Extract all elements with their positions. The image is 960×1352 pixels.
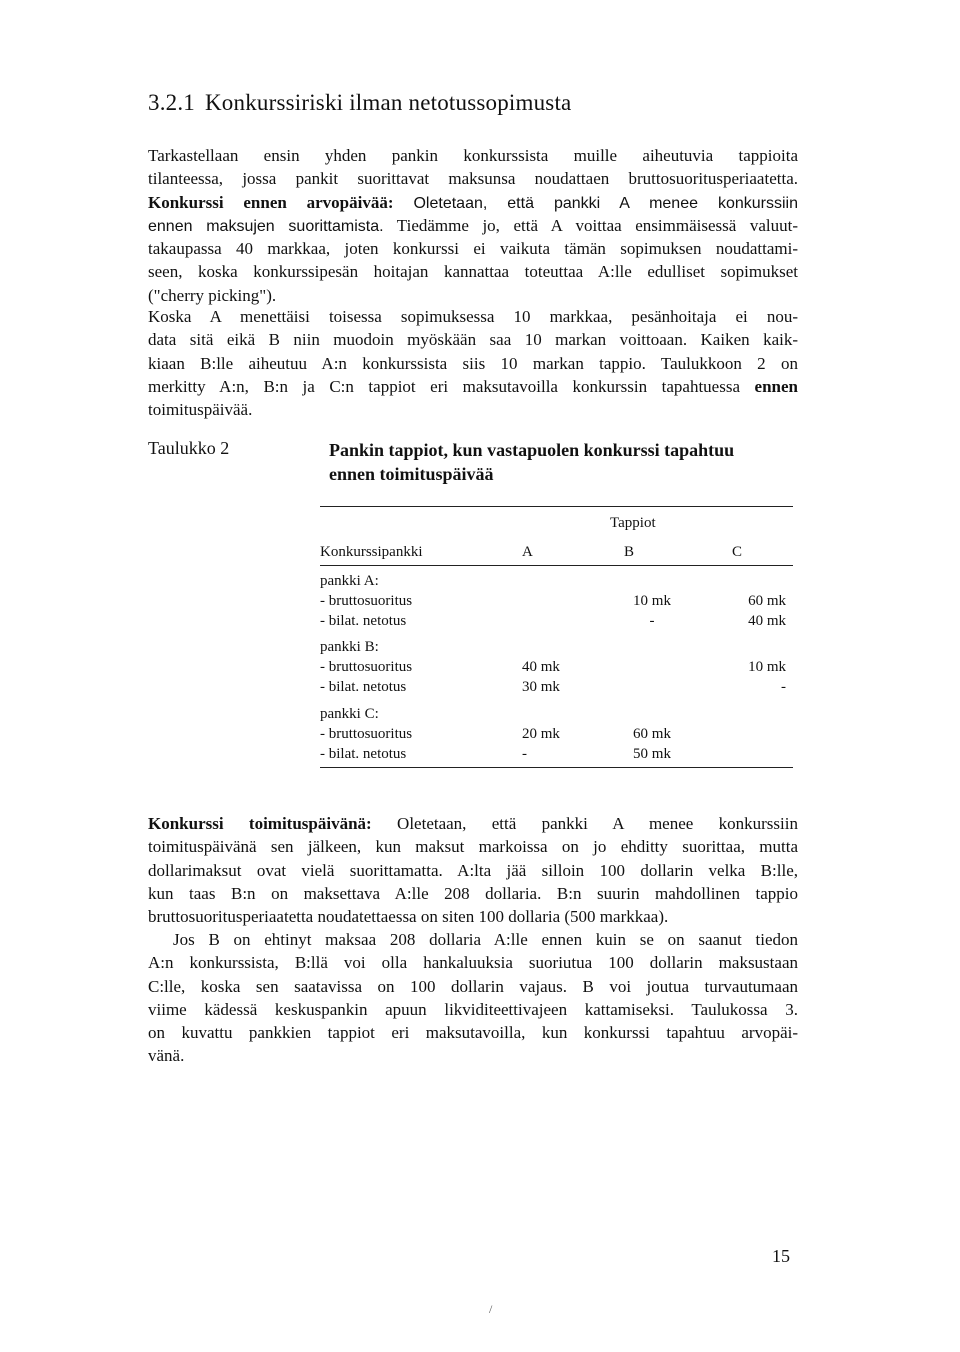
- column-header-c: C: [732, 544, 743, 560]
- cell-a: -: [522, 746, 527, 762]
- paragraph-line: toimituspäivänä sen jälkeen, kun maksut markoissa on jo ehditty suorittaa, mutta: [148, 837, 798, 857]
- cell-a: 40 mk: [522, 659, 560, 675]
- paragraph-line: tilanteessa, jossa pankit suorittavat maksunsa noudattaen bruttosuoritusperiaatetta.: [148, 169, 798, 189]
- paragraph-4: [148, 928, 798, 1068]
- paragraph-line: [148, 375, 798, 398]
- cell-c: 60 mk: [748, 593, 786, 609]
- paragraph-2: [148, 305, 798, 421]
- paragraph-line: [148, 191, 798, 214]
- paragraph-line: [148, 214, 798, 237]
- paragraph-line: C:lle, koska sen saatavissa on 100 dollarin vajaus. B voi joutua turvautumaan: [148, 976, 798, 996]
- paragraph-3: [148, 812, 798, 928]
- page-number: 15: [772, 1246, 790, 1266]
- losses-header: Tappiot: [610, 515, 656, 531]
- paragraph-text: Oletetaan, että pankki A menee konkurssiin: [393, 194, 798, 212]
- cell-b: 10 mk: [633, 593, 671, 609]
- paragraph-line: dollarimaksut ovat vielä suorittamatta. A:lta jää silloin 100 dollarin velka B:lle,: [148, 860, 798, 880]
- group-name: pankki C:: [320, 706, 379, 722]
- paragraph-line: kun taas B:n on maksettava A:lle 208 dollaria. B:n suurin mahdollinen tappio: [148, 883, 798, 903]
- stray-mark: /: [489, 1302, 493, 1316]
- section-number: 3.2.1: [148, 90, 195, 115]
- paragraph-line: bruttosuoritusperiaatetta noudatettaessa on siten 100 dollaria (500 markkaa).: [148, 907, 669, 927]
- paragraph-line: kiaan B:lle aiheutuu A:n konkurssista siis 10 markan tappio. Taulukkoon 2 on: [148, 353, 798, 373]
- paragraph-line: data sitä eikä B niin muodoin myöskään saa 10 markan voittoaan. Kaiken kaik-: [148, 330, 798, 350]
- row-label: - bruttosuoritus: [320, 659, 413, 675]
- column-header-a: A: [522, 544, 533, 560]
- table-bottom-rule: [320, 767, 793, 768]
- cell-b: -: [649, 613, 655, 629]
- cell-c: 40 mk: [748, 613, 786, 629]
- paragraph-line: Tarkastellaan ensin yhden pankin konkurssista muille aiheutuvia tappioita: [148, 146, 798, 165]
- cell-b: 50 mk: [633, 746, 671, 762]
- bold-term: ennen: [754, 376, 798, 396]
- paragraph-text: merkitty A:n, B:n ja C:n tappiot eri maksutavoilla konkurssin tapahtuessa: [148, 376, 755, 396]
- paragraph-1: [148, 144, 798, 307]
- paragraph-line: vänä.: [148, 1046, 185, 1066]
- row-label: - bilat. netotus: [320, 613, 407, 629]
- table-header-rule: [320, 565, 793, 566]
- paragraph-text: Tiedämme jo, että A voittaa ensimmäisessä valuut-: [383, 215, 798, 235]
- cell-c: 10 mk: [748, 659, 786, 675]
- cell-a: 20 mk: [522, 726, 560, 742]
- paragraph-line: [148, 812, 798, 835]
- table-title-line: Pankin tappiot, kun vastapuolen konkurssi tapahtuu: [329, 440, 735, 460]
- paragraph-line: Jos B on ehtinyt maksaa 208 dollaria A:lle ennen kuin se on saanut tiedon: [173, 930, 798, 949]
- paragraph-line: ("cherry picking").: [148, 285, 277, 305]
- paragraph-text: Oletetaan, että pankki A menee konkurssiin: [371, 814, 798, 833]
- bold-term: Konkurssi toimituspäivänä:: [148, 814, 372, 833]
- cell-a: 30 mk: [522, 679, 560, 695]
- paragraph-line: Koska A menettäisi toisessa sopimuksessa 10 markkaa, pesänhoitaja ei nou-: [148, 307, 798, 326]
- cell-b: 60 mk: [633, 726, 671, 742]
- table-top-rule: [320, 506, 793, 507]
- row-label: - bilat. netotus: [320, 746, 407, 762]
- section-title: Konkurssiriski ilman netotussopimusta: [205, 90, 572, 115]
- paragraph-line: on kuvattu pankkien tappiot eri maksutavoilla, kun konkurssi tapahtuu arvopäi-: [148, 1023, 798, 1043]
- bold-term: Konkurssi ennen arvopäivää:: [148, 192, 394, 212]
- column-header-b: B: [624, 544, 635, 560]
- paragraph-line: takaupassa 40 markkaa, joten konkurssi ei vaikuta tämän sopimuksen noudattami-: [148, 239, 798, 259]
- table-title-line: ennen toimituspäivää: [329, 464, 494, 484]
- row-label: - bilat. netotus: [320, 679, 407, 695]
- paragraph-text: ennen maksujen suorittamista.: [148, 217, 384, 235]
- paragraph-line: toimituspäivää.: [148, 400, 253, 420]
- column-header-bank: Konkurssipankki: [320, 544, 423, 560]
- group-name: pankki A:: [320, 573, 379, 589]
- group-name: pankki B:: [320, 639, 379, 655]
- row-label: - bruttosuoritus: [320, 726, 413, 742]
- section-heading: [148, 90, 571, 116]
- row-label: - bruttosuoritus: [320, 593, 413, 609]
- paragraph-line: viime kädessä keskuspankin apuun likviditeettivajeen kattamiseksi. Taulukossa 3.: [148, 999, 798, 1019]
- paragraph-line: A:n konkurssista, B:llä voi olla hankaluuksia suoriutua 100 dollarin maksustaan: [148, 953, 798, 973]
- table-title: [329, 438, 734, 486]
- paragraph-line: seen, koska konkurssipesän hoitajan kannattaa toteuttaa A:lle edulliset sopimukset: [148, 262, 798, 282]
- table-label: Taulukko 2: [148, 438, 230, 458]
- cell-c: -: [781, 679, 786, 695]
